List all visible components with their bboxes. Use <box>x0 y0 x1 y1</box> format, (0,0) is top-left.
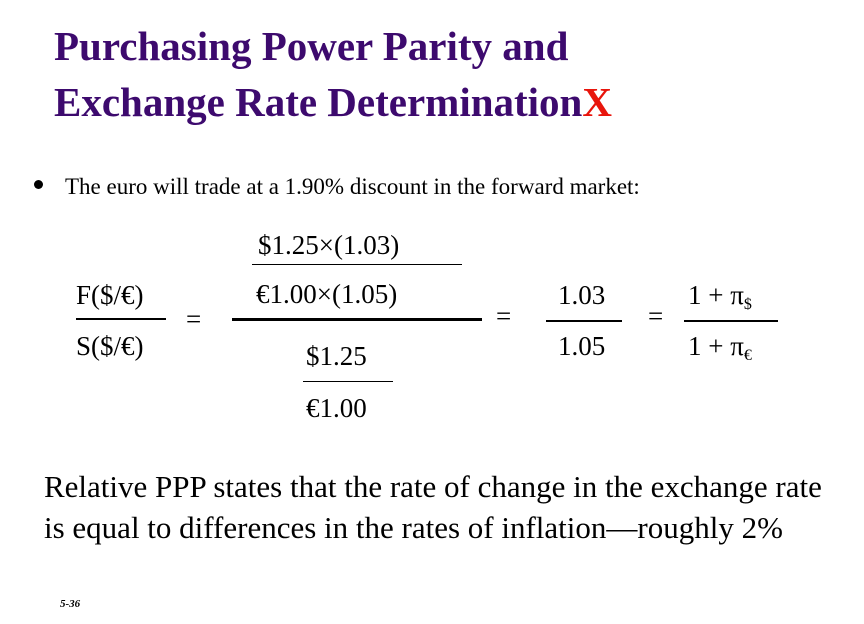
slide-number: 5-36 <box>60 598 81 610</box>
top-denominator: €1.00×(1.05) <box>256 279 398 309</box>
inflation-numerator <box>688 279 752 311</box>
main-fraction-bar <box>232 318 482 321</box>
equals-sign-1: = <box>186 304 202 334</box>
ratio-fraction-bar <box>546 320 622 322</box>
equals-sign-2: = <box>496 301 512 331</box>
lhs-fraction-bar <box>76 318 166 320</box>
bottom-denominator: €1.00 <box>306 393 367 423</box>
inflation-denominator-base: 1 + π <box>688 331 744 361</box>
top-numerator: $1.25×(1.03) <box>258 230 400 260</box>
bullet-dot-icon <box>34 180 43 189</box>
inflation-numerator-subscript: $ <box>743 296 752 313</box>
inflation-numerator-base: 1 + π <box>688 280 744 310</box>
bottom-numerator: $1.25 <box>306 341 367 371</box>
lhs-denominator: S($/€) <box>76 331 144 361</box>
title-line-1: Purchasing Power Parity and <box>54 23 569 69</box>
explanation-paragraph: Relative PPP states that the rate of change in the exchange rate is equal to differences in the rates of inflation—roughly 2% <box>44 469 822 545</box>
top-fraction-bar <box>252 264 462 265</box>
bottom-fraction-bar <box>303 381 393 382</box>
bullet-text: The euro will trade at a 1.90% discount in the forward market <box>65 174 634 199</box>
lhs-numerator: F($/€) <box>76 280 144 310</box>
ratio-numerator: 1.03 <box>558 280 606 310</box>
bullet-item <box>34 172 854 202</box>
title-line-2 <box>54 74 854 130</box>
title-red-mark: X <box>582 79 612 125</box>
equals-sign-3: = <box>648 301 664 331</box>
ratio-denominator: 1.05 <box>558 331 606 361</box>
slide-title <box>54 18 854 130</box>
inflation-fraction-bar <box>684 320 778 322</box>
inflation-denominator <box>688 330 752 362</box>
title-line-2-text: Exchange Rate Determination <box>54 79 583 125</box>
bullet-colon: : <box>633 174 640 199</box>
inflation-denominator-subscript: € <box>743 347 752 364</box>
